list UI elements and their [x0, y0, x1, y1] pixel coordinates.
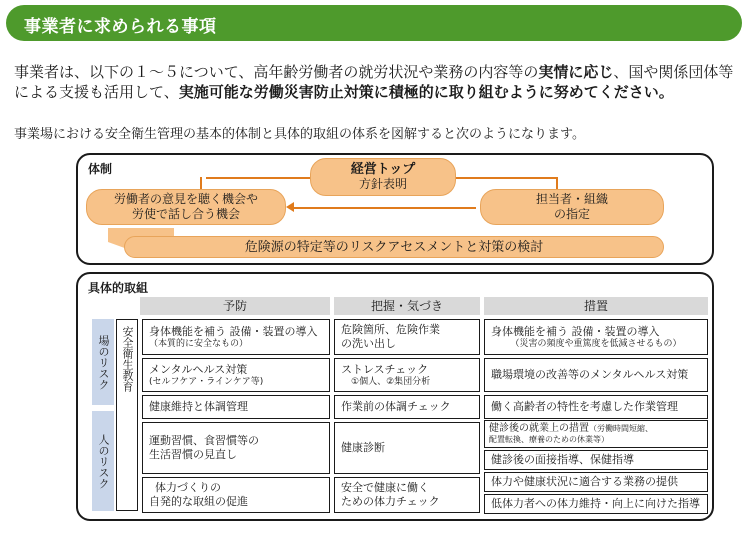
- grasp-5-main: 安全で健康に働く: [341, 481, 429, 494]
- arrow-top-to-right: [456, 177, 556, 179]
- grasp-2-sub: ①個人、②集団分析: [351, 376, 431, 387]
- prev-4-main: 運動習慣、食習慣等の: [149, 434, 259, 447]
- grasp-2-main: ストレスチェック: [341, 362, 429, 376]
- act-4b-main: 健診後の面接指導、保健指導: [491, 453, 634, 466]
- section-header: [6, 5, 742, 41]
- grasp-3-main: 作業前の体調チェック: [341, 400, 451, 413]
- arrowhead-left: [286, 202, 294, 212]
- prev-5-main: 体力づくりの: [155, 481, 221, 494]
- section-title: 事業者に求められる事項: [24, 17, 217, 37]
- top-management-oval: [310, 158, 456, 196]
- prev-cell-1: [142, 319, 330, 355]
- prev-3-main: 健康維持と体調管理: [149, 400, 248, 413]
- intro-text-2: 、国や関係団体等による支援も活用して、: [14, 63, 734, 101]
- act-5a-main: 体力や健康状況に適合する業務の提供: [491, 475, 678, 488]
- staff-oval: [480, 189, 664, 225]
- grasp-cell-2: [334, 358, 480, 392]
- intro-paragraph: [14, 62, 740, 102]
- intro-bold-1: 実情に応じ: [538, 63, 614, 81]
- arrow-top-to-left-down: [200, 177, 202, 189]
- act-cell-5b: [484, 494, 708, 514]
- col-action: 措置: [484, 297, 708, 315]
- grasp-cell-3: [334, 395, 480, 419]
- grasp-cell-1: [334, 319, 480, 355]
- prev-1-sub: （本質的に安全なもの）: [149, 338, 249, 349]
- prev-2-main: メンタルヘルス対策: [149, 362, 248, 376]
- intro-text-1: 事業者は、以下の１～５について、高年齢労働者の就労状況や業務の内容等の: [14, 63, 539, 81]
- prev-2-sub: (セルフケア・ラインケア等): [149, 376, 264, 387]
- system-title: 体制: [88, 162, 113, 176]
- grasp-1-main: 危険箇所、危険作業: [341, 323, 440, 336]
- risk-assessment-text: 危険源の特定等のリスクアセスメントと対策の検討: [244, 239, 544, 255]
- act-4a-sub: （労働時間短縮、: [589, 424, 653, 433]
- prev-1-main: 身体機能を補う 設備・装置の導入: [149, 324, 318, 338]
- act-cell-5a: [484, 472, 708, 492]
- arrow-top-to-right-down: [556, 177, 558, 189]
- risk-place-label: 場のリスク: [92, 319, 114, 405]
- prev-cell-3: [142, 395, 330, 419]
- grasp-1-sub: の洗い出し: [341, 337, 396, 350]
- dialogue-oval: [86, 189, 286, 225]
- act-cell-4a: [484, 420, 708, 448]
- intro-bold-2: 実施可能な労働災害防止対策に積極的に取り組むように努めてください。: [178, 83, 674, 101]
- grasp-cell-4: [334, 422, 480, 474]
- act-3-main: 働く高齢者の特性を考慮した作業管理: [491, 400, 678, 413]
- dialogue-line-1: 労働者の意見を聴く機会や: [113, 192, 258, 206]
- act-5b-main: 低体力者への体力維持・向上に向けた指導: [491, 497, 700, 510]
- col-prevention: 予防: [140, 297, 330, 315]
- education-label: 安全衛生教育: [116, 319, 138, 511]
- grasp-5-sub: ための体力チェック: [341, 495, 440, 508]
- prev-4-sub: 生活習慣の見直し: [149, 448, 237, 461]
- staff-line-1: 担当者・組織: [535, 192, 608, 206]
- act-1-main: 身体機能を補う 設備・装置の導入: [491, 324, 660, 338]
- summary-text: 事業場における安全衛生管理の基本的体制と具体的取組の体系を図解すると次のようになります。: [14, 127, 585, 142]
- act-cell-4b: [484, 450, 708, 470]
- act-cell-3: [484, 395, 708, 419]
- risk-assessment-oval: [124, 236, 664, 258]
- prev-cell-5: [142, 477, 330, 513]
- act-4a-main: 健診後の就業上の措置: [489, 423, 589, 434]
- risk-person-label: 人のリスク: [92, 411, 114, 511]
- top-management-title: 経営トップ: [350, 162, 416, 177]
- prev-cell-4: [142, 422, 330, 474]
- prev-5-sub: 自発的な取組の促進: [149, 495, 248, 508]
- measures-title: 具体的取組: [88, 281, 149, 295]
- grasp-cell-5: [334, 477, 480, 513]
- arrow-top-to-left: [206, 177, 310, 179]
- staff-line-2: の指定: [553, 207, 590, 221]
- act-1-sub: （災害の頻度や重篤度を低減させるもの）: [510, 338, 682, 349]
- act-4a-sub2: 配置転換、療養のための休業等）: [489, 435, 609, 444]
- col-grasp: 把握・気づき: [334, 297, 480, 315]
- prev-cell-2: [142, 358, 330, 392]
- grasp-4-main: 健康診断: [341, 441, 385, 454]
- top-management-sub: 方針表明: [358, 177, 407, 191]
- dialogue-line-2: 労使で話し合う機会: [131, 207, 240, 221]
- act-cell-2: [484, 358, 708, 392]
- act-cell-1: [484, 319, 708, 355]
- act-2-main: 職場環境の改善等のメンタルヘルス対策: [491, 368, 689, 381]
- arrow-right-to-left: [292, 207, 476, 209]
